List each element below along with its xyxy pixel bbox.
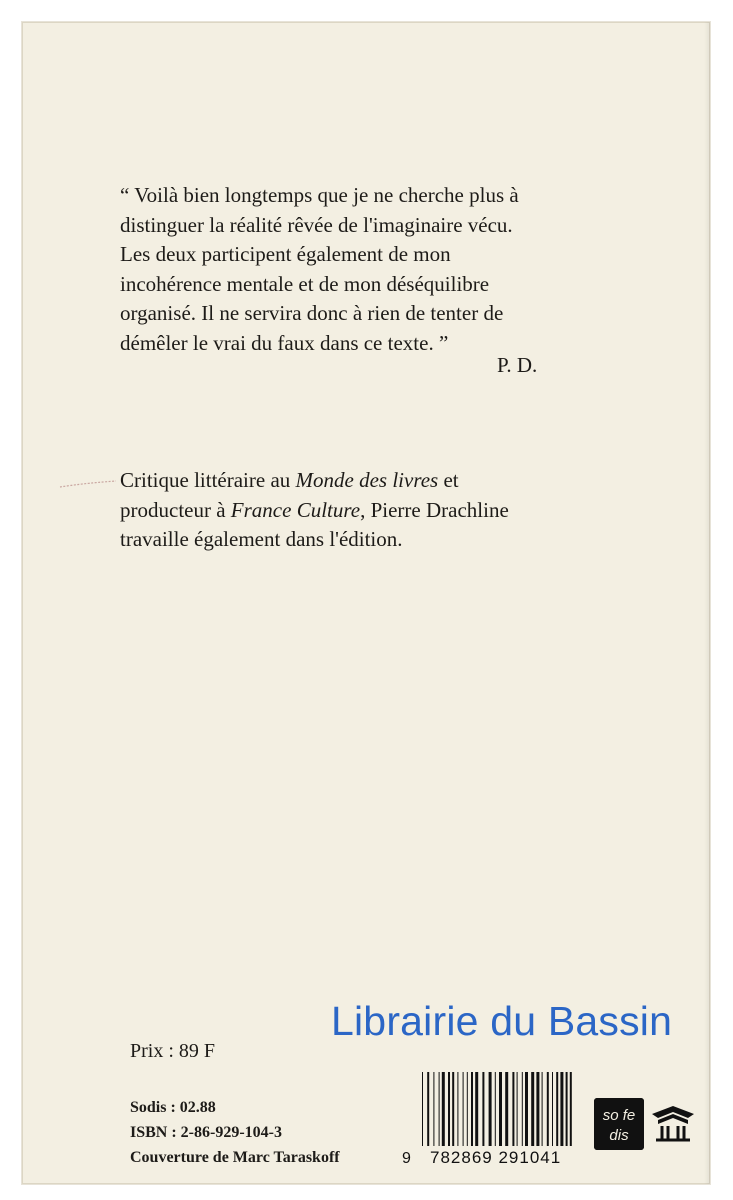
barcode-bar <box>442 1072 445 1146</box>
publisher-emblem-icon <box>648 1100 698 1144</box>
bio-text: producteur à <box>120 497 231 522</box>
barcode-bar <box>489 1072 492 1146</box>
barcode-bar <box>448 1072 450 1146</box>
barcode-bar <box>517 1072 518 1146</box>
quote-line: démêler le vrai du faux dans ce texte. ” <box>120 330 449 355</box>
barcode-bar <box>433 1072 434 1146</box>
barcode-bar <box>560 1072 563 1146</box>
barcode-bar <box>542 1072 543 1146</box>
bookshop-watermark: Librairie du Bassin <box>331 998 673 1044</box>
quote-line: “ Voilà bien longtemps que je ne cherche plus à <box>120 183 519 207</box>
barcode-lead-digit: 9 <box>402 1150 411 1167</box>
barcode-bar <box>427 1072 429 1146</box>
barcode-bar <box>547 1072 549 1146</box>
bio-line: travaille également dans l'édition. <box>120 527 403 551</box>
price-label: Prix : 89 F <box>130 1040 216 1062</box>
barcode-bar <box>570 1072 572 1146</box>
barcode-bar <box>422 1072 423 1146</box>
barcode-digits: 782869 291041 <box>430 1148 562 1167</box>
barcode-bar <box>452 1072 454 1146</box>
bio-text: et <box>438 468 459 492</box>
logo-text-top: so fe <box>602 1107 636 1124</box>
barcode-bar <box>471 1072 473 1146</box>
bio-text: Critique littéraire au <box>120 468 296 492</box>
barcode-bar <box>457 1072 458 1146</box>
quote-signature: P. D. <box>497 353 538 377</box>
quote-line: organisé. Il ne servira donc à rien de tenter de <box>120 301 504 325</box>
bio-italic: France Culture <box>230 497 361 522</box>
barcode-bar <box>531 1072 534 1146</box>
barcode-bar <box>512 1072 514 1146</box>
barcode-bar <box>566 1072 568 1146</box>
barcode-bar <box>439 1072 440 1146</box>
quote-line: distinguer la réalité rêvée de l'imaginaire vécu. <box>120 212 513 237</box>
barcode-bar <box>482 1072 484 1146</box>
barcode-bar <box>467 1072 468 1146</box>
cover-credit: Couverture de Marc Taraskoff <box>130 1149 340 1166</box>
barcode-bar <box>536 1072 539 1146</box>
barcode-bar <box>495 1072 496 1146</box>
barcode-bar <box>552 1072 553 1146</box>
barcode-bar <box>522 1072 523 1146</box>
barcode-bars <box>420 1072 590 1146</box>
quote-line: Les deux participent également de mon <box>120 242 451 266</box>
barcode-bar <box>463 1072 464 1146</box>
barcode-bar <box>556 1072 558 1146</box>
author-bio <box>120 466 509 555</box>
barcode-bar <box>475 1072 478 1146</box>
barcode-bar <box>505 1072 508 1146</box>
pen-mark <box>58 478 118 490</box>
publication-meta <box>130 1095 340 1170</box>
quote-block <box>120 181 519 358</box>
bio-line <box>120 496 509 526</box>
barcode-bar <box>499 1072 502 1146</box>
logo-text-bottom: dis <box>609 1127 629 1144</box>
bio-text: , Pierre Drachline <box>360 497 509 522</box>
sodis-code: Sodis : 02.88 <box>130 1099 216 1116</box>
quote-line: incohérence mentale et de mon déséquilibre <box>120 271 490 296</box>
barcode-bar <box>525 1072 528 1146</box>
bio-italic: Monde des livres <box>295 468 439 492</box>
publisher-logo <box>594 1098 644 1150</box>
barcode <box>402 1068 592 1168</box>
bio-line <box>120 466 509 496</box>
isbn: ISBN : 2-86-929-104-3 <box>130 1124 282 1141</box>
